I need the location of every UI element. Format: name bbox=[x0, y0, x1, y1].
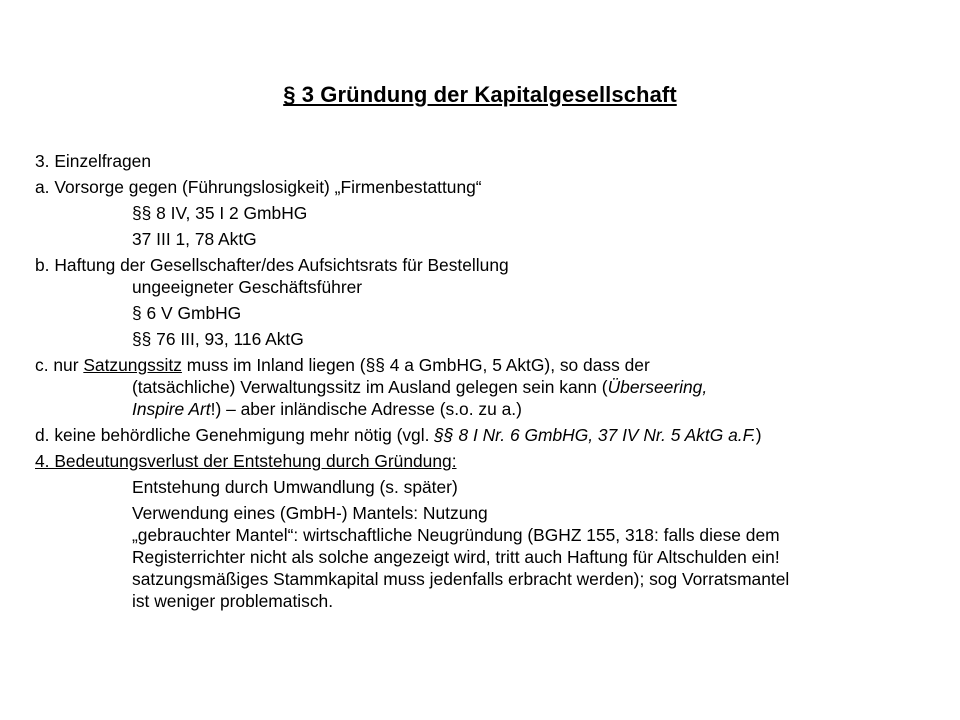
item-c-prefix: c. nur bbox=[35, 355, 84, 375]
item-d-prefix: d. keine behördliche Genehmigung mehr nötig (vgl. bbox=[35, 425, 435, 445]
item-c-line-3 bbox=[35, 398, 935, 420]
item-mantel bbox=[35, 502, 935, 612]
item-c-inspire-art: Inspire Art bbox=[132, 399, 211, 419]
item-c-line-1 bbox=[35, 354, 935, 376]
item-mantel-line-1: Verwendung eines (GmbH-) Mantels: Nutzung bbox=[132, 503, 488, 523]
item-c-satzungssitz: Satzungssitz bbox=[83, 355, 182, 375]
item-c-line-2-text: (tatsächliche) Verwaltungssitz im Ausland gelegen sein kann ( bbox=[132, 377, 608, 397]
item-c-line-2 bbox=[35, 376, 935, 398]
item-mantel-line-3: Registerrichter nicht als solche angezeigt wird, tritt auch Haftung für Altschulden ein! bbox=[132, 547, 780, 567]
item-b-line-1: b. Haftung der Gesellschafter/des Aufsichtsrats für Bestellung bbox=[35, 255, 509, 275]
item-c bbox=[35, 354, 935, 420]
item-b-ref-2: §§ 76 III, 93, 116 AktG bbox=[132, 329, 304, 349]
item-a-ref-2: 37 III 1, 78 AktG bbox=[132, 229, 257, 249]
item-d bbox=[35, 424, 935, 446]
item-c-ueberseering: Überseering, bbox=[607, 377, 708, 397]
item-mantel-line-2: „gebrauchter Mantel“: wirtschaftliche Neugründung (BGHZ 155, 318: falls diese dem bbox=[132, 525, 780, 545]
item-c-line-3-rest: !) – aber inländische Adresse (s.o. zu a.) bbox=[210, 399, 522, 419]
item-a-ref-1: §§ 8 IV, 35 I 2 GmbHG bbox=[132, 203, 308, 223]
item-d-suffix: ) bbox=[755, 425, 762, 445]
item-mantel-line-5: ist weniger problematisch. bbox=[132, 591, 334, 611]
heading-bedeutungsverlust: 4. Bedeutungsverlust der Entstehung durch Gründung: bbox=[35, 451, 457, 471]
item-b-line-2: ungeeigneter Geschäftsführer bbox=[132, 277, 363, 297]
item-d-refs: §§ 8 I Nr. 6 GmbHG, 37 IV Nr. 5 AktG a.F. bbox=[434, 425, 756, 445]
item-c-rest: muss im Inland liegen (§§ 4 a GmbHG, 5 AktG), so dass der bbox=[181, 355, 650, 375]
heading-einzelfragen: 3. Einzelfragen bbox=[35, 151, 152, 171]
item-b bbox=[35, 254, 935, 298]
item-umwandlung: Entstehung durch Umwandlung (s. später) bbox=[132, 477, 458, 497]
item-a-text: a. Vorsorge gegen (Führungslosigkeit) „Firmenbestattung“ bbox=[35, 177, 482, 197]
item-b-ref-1: § 6 V GmbHG bbox=[132, 303, 242, 323]
slide-content bbox=[35, 150, 935, 612]
item-mantel-line-4: satzungsmäßiges Stammkapital muss jedenfalls erbracht werden); sog Vorratsmantel bbox=[132, 569, 790, 589]
slide-title: § 3 Gründung der Kapitalgesellschaft bbox=[283, 82, 677, 107]
